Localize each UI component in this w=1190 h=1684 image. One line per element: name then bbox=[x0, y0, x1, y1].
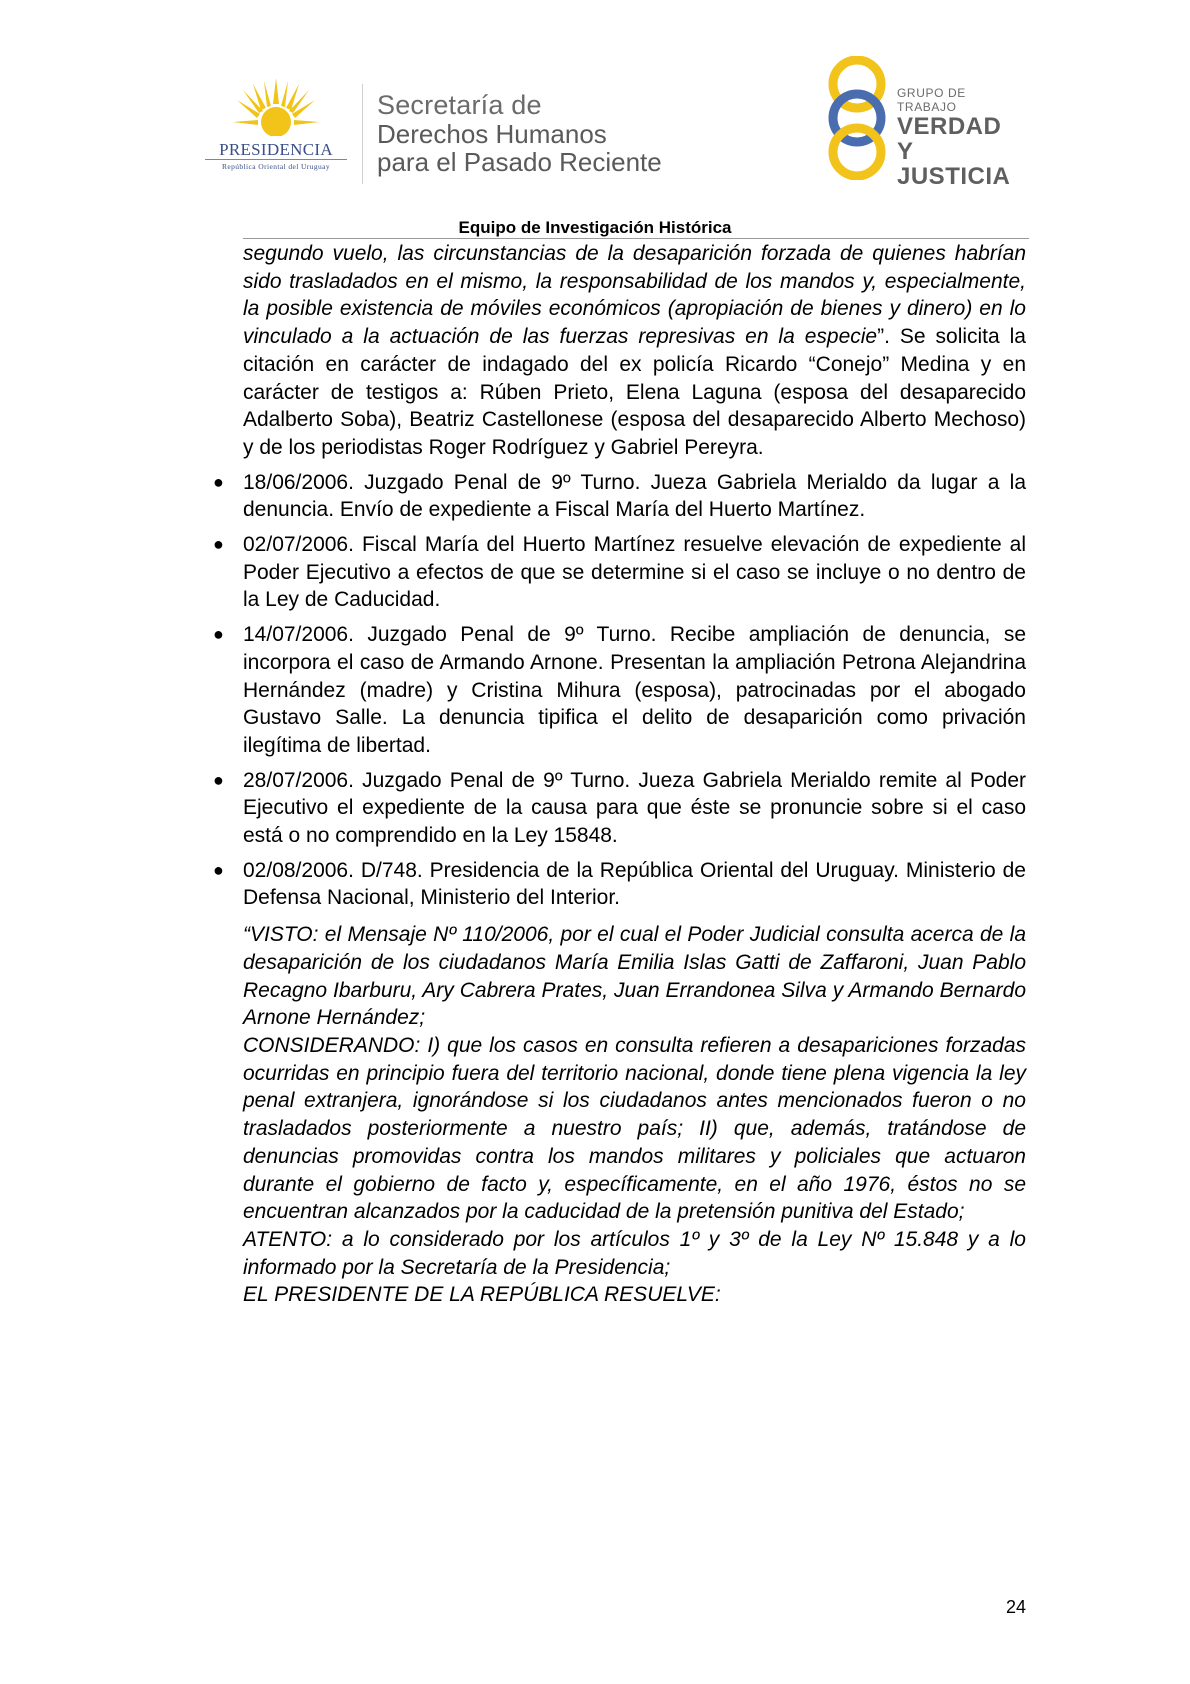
verdad-justicia-logo bbox=[822, 56, 1022, 190]
list-item-text: 02/08/2006. D/748. Presidencia de la República Oriental del Uruguay. Ministerio de Defensa Nacional, Ministerio del Interior. bbox=[243, 858, 1026, 910]
presidencia-subtitle: República Oriental del Uruguay bbox=[221, 162, 330, 171]
secretaria-line-1: Secretaría de bbox=[377, 90, 542, 120]
list-item bbox=[213, 857, 1026, 912]
secretaria-line-3: para el Pasado Reciente bbox=[377, 147, 662, 177]
list-item bbox=[213, 469, 1026, 524]
presidencia-name: PRESIDENCIA bbox=[219, 140, 333, 159]
document-body bbox=[213, 240, 1026, 1309]
quote-resuelve: EL PRESIDENTE DE LA REPÚBLICA RESUELVE: bbox=[243, 1283, 721, 1307]
bullet-icon: ● bbox=[213, 471, 224, 492]
secretaria-line-2: Derechos Humanos bbox=[377, 119, 607, 149]
header-rule bbox=[243, 238, 1029, 239]
bullet-icon: ● bbox=[213, 624, 224, 645]
page-number: 24 bbox=[1006, 1597, 1027, 1617]
intro-italic-text: segundo vuelo, las circunstancias de la desaparición forzada de quienes habrían sido trasladados en el mismo, la responsabilidad de los mandos y, especialmente, la posible existencia de móviles económicos (apropiación de bienes y dinero) en lo vinculado a la actuación de las fuerzas represivas en la especie bbox=[243, 242, 1026, 349]
list-item bbox=[213, 621, 1026, 760]
sun-emblem-icon bbox=[233, 78, 319, 140]
quote-visto: “VISTO: el Mensaje Nº 110/2006, por el cual el Poder Judicial consulta acerca de la desaparición de los ciudadanos María Emilia Islas Gatti de Zaffaroni, Juan Pablo Recagno Ibarburu, Ary Cabrera Prates, Juan Errandonea Silva y Armando Bernardo Arnone Hernández; bbox=[243, 923, 1026, 1030]
bullet-icon: ● bbox=[213, 534, 224, 555]
intro-text: ”. Se solicita la citación en carácter de indagado del ex policía Ricardo “Conejo” Medina y en carácter de testigos a: Rúben Prieto, Elena Laguna (esposa del desaparecido Adalberto Soba), Beatriz Castellonese (esposa del desaparecido Alberto Mechoso) y de los periodistas Roger Rodríguez y Gabriel Pereyra. bbox=[243, 325, 1026, 459]
list-item bbox=[213, 767, 1026, 850]
quote-atento: ATENTO: a lo considerado por los artículos 1º y 3º de la Ley Nº 15.848 y a lo informado por la Secretaría de la Presidencia; bbox=[243, 1227, 1026, 1279]
intro-paragraph bbox=[243, 240, 1026, 462]
secretaria-logo-text bbox=[377, 90, 662, 176]
list-item-text: 28/07/2006. Juzgado Penal de 9º Turno. Jueza Gabriela Merialdo remite al Poder Ejecutivo el expediente de la causa para que éste se pronuncie sobre si el caso está o no comprendido en la Ley 15848. bbox=[243, 768, 1026, 848]
quote-considerando: CONSIDERANDO: I) que los casos en consulta refieren a desapariciones forzadas ocurridas en principio fuera del territorio nacional, donde tiene plena vigencia la ley penal extranjera, ignorándose si los ciudadanos antes mencionados fueron o no trasladados posteriormente a nuestro país; II) que, además, tratándose de denuncias promovidas contra los mandos militares y policiales que actuaron durante el gobierno de facto y, específicamente, en el año 1976, éstos no se encuentran alcanzados por la caducidad de la pretensión punitiva del Estado; bbox=[243, 1033, 1026, 1224]
decree-quote bbox=[243, 921, 1026, 1309]
list-item-text: 18/06/2006. Juzgado Penal de 9º Turno. Jueza Gabriela Merialdo da lugar a la denuncia. Envío de expediente a Fiscal María del Huerto Martínez. bbox=[243, 470, 1026, 522]
justicia-label: JUSTICIA bbox=[897, 163, 1011, 190]
section-title: Equipo de Investigación Histórica bbox=[458, 218, 732, 237]
verdad-y-label: VERDAD Y bbox=[897, 113, 1002, 165]
list-item bbox=[213, 531, 1026, 614]
rings-emblem-icon bbox=[822, 56, 892, 180]
timeline-list bbox=[213, 469, 1026, 913]
presidencia-logo bbox=[195, 78, 357, 178]
grupo-de-trabajo-label: GRUPO DE TRABAJO bbox=[897, 86, 966, 114]
bullet-icon: ● bbox=[213, 859, 224, 880]
list-item-text: 14/07/2006. Juzgado Penal de 9º Turno. Recibe ampliación de denuncia, se incorpora el caso de Armando Arnone. Presentan la ampliación Petrona Alejandrina Hernández (madre) y Cristina Mihura (esposa), patrocinadas por el abogado Gustavo Salle. La denuncia tipifica el delito de desaparición como privación ilegítima de libertad. bbox=[243, 623, 1026, 757]
logo-divider bbox=[362, 84, 363, 184]
bullet-icon: ● bbox=[213, 769, 224, 790]
list-item-text: 02/07/2006. Fiscal María del Huerto Martínez resuelve elevación de expediente al Poder Ejecutivo a efectos de que se determine si el caso se incluye o no dentro de la Ley de Caducidad. bbox=[243, 533, 1026, 612]
